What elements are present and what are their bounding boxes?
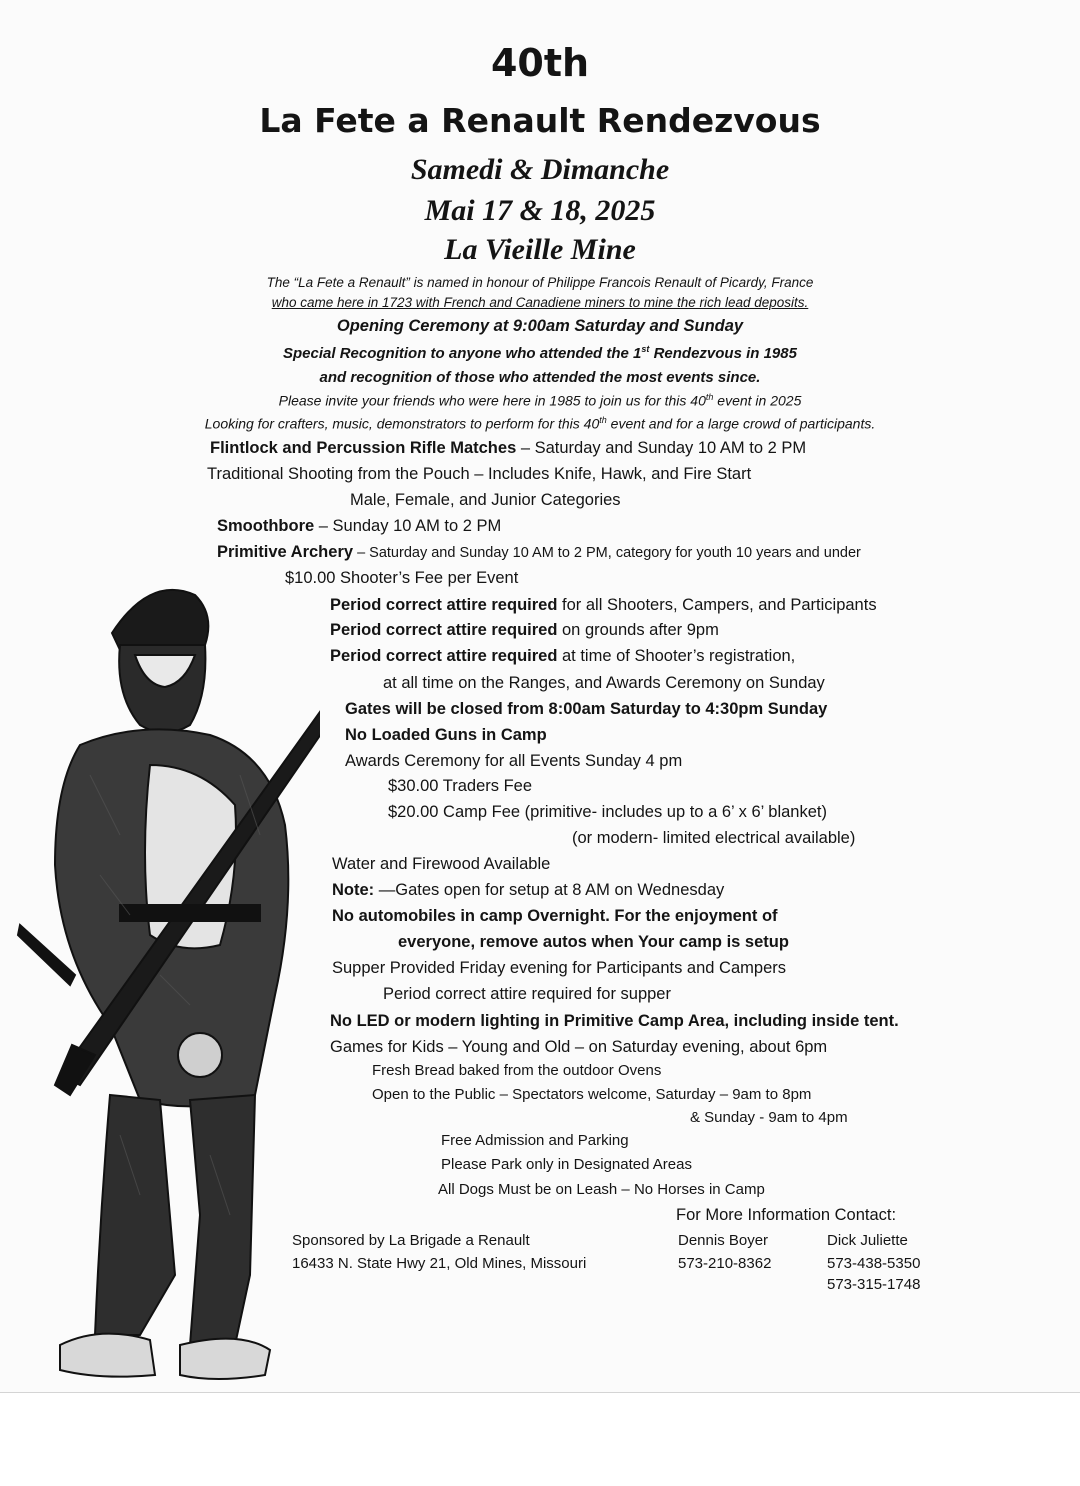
camp-fee: $20.00 Camp Fee (primitive- includes up to a 6’ x 6’ blanket) [388,803,827,821]
special-recognition [0,345,1080,361]
edition-heading: 40th [490,41,590,85]
contact-phone-2b: 573-315-1748 [827,1276,921,1293]
awards-ceremony: Awards Ceremony for all Events Sunday 4 pm [345,752,683,770]
intro-line-2: who came here in 1723 with French and Canadiene miners to mine the rich lead deposits. [271,295,809,310]
invite-sup: th [705,392,714,402]
primitive-archery [217,544,861,561]
setup-note [332,882,724,899]
recognition-text-end: Rendezvous in 1985 [649,345,797,362]
recognition-sup: st [641,344,650,354]
contact-phone-2a: 573-438-5350 [827,1255,921,1272]
smoothbore-detail: – Sunday 10 AM to 2 PM [314,517,502,535]
fresh-bread: Fresh Bread baked from the outdoor Ovens [372,1062,662,1079]
shooting-categories: Male, Female, and Junior Categories [350,491,621,509]
traditional-shooting: Traditional Shooting from the Pouch – Includes Knife, Hawk, and Fire Start [207,465,752,483]
looking-sup: th [599,415,607,425]
games-for-kids: Games for Kids – Young and Old – on Saturday evening, about 6pm [330,1038,828,1056]
page-title: La Fete a Renault Rendezvous [259,101,821,140]
contact-name-1: Dennis Boyer [678,1232,769,1249]
attire-rule-3 [330,648,795,665]
event-dates: Mai 17 & 18, 2025 [424,194,656,227]
sponsor-address: 16433 N. State Hwy 21, Old Mines, Missouri [292,1255,587,1272]
camp-fee-modern: (or modern- limited electrical available) [572,829,856,847]
archery-detail: – Saturday and Sunday 10 AM to 2 PM, category for youth 10 years and under [353,545,861,561]
flintlock-detail: – Saturday and Sunday 10 AM to 2 PM [516,439,807,457]
attire-detail: for all Shooters, Campers, and Participants [557,596,877,614]
event-days: Samedi & Dimanche [410,153,670,186]
flintlock-label: Flintlock and Percussion Rifle Matches [210,439,517,457]
attire-rule-2 [330,622,719,639]
traders-fee: $30.00 Traders Fee [388,777,533,795]
opening-ceremony: Opening Ceremony at 9:00am Saturday and Sunday [336,317,744,335]
open-to-public-sunday: & Sunday - 9am to 4pm [690,1109,848,1126]
shooter-fee: $10.00 Shooter’s Fee per Event [285,569,519,587]
flintlock-matches [210,440,806,457]
recognition-text: Special Recognition to anyone who attended the 1 [283,345,642,362]
supper-attire: Period correct attire required for supper [383,985,671,1003]
attire-detail: on grounds after 9pm [557,621,719,639]
attire-label: Period correct attire required [330,621,558,639]
dogs-on-leash: All Dogs Must be on Leash – No Horses in Camp [438,1181,765,1198]
smoothbore [217,518,501,535]
invite-line [0,393,1080,408]
invite-text-end: event in 2025 [713,392,802,409]
note-detail: —Gates open for setup at 8 AM on Wednesday [374,881,725,899]
intro-line-1: The “La Fete a Renault” is named in honour of Philippe Francois Renault of Picardy, France [266,275,814,290]
attire-label: Period correct attire required [330,647,558,665]
contact-heading: For More Information Contact: [676,1206,897,1224]
no-loaded-guns: No Loaded Guns in Camp [345,726,547,744]
sponsor: Sponsored by La Brigade a Renault [292,1232,530,1249]
recognition-line-2: and recognition of those who attended the most events since. [319,369,761,386]
no-automobiles-cont: everyone, remove autos when Your camp is setup [398,933,789,951]
gates-closed: Gates will be closed from 8:00am Saturday to 4:30pm Sunday [345,700,828,718]
contact-name-2: Dick Juliette [827,1232,908,1249]
attire-rule-3-cont: at all time on the Ranges, and Awards Ceremony on Sunday [383,674,825,692]
free-admission: Free Admission and Parking [441,1132,629,1149]
note-label: Note: [332,881,375,899]
attire-label: Period correct attire required [330,596,558,614]
smoothbore-label: Smoothbore [217,517,315,535]
designated-parking: Please Park only in Designated Areas [441,1156,692,1173]
event-location: La Vieille Mine [444,233,636,266]
looking-text: Looking for crafters, music, demonstrators to perform for this 40 [204,415,600,432]
page-bottom-edge [0,1392,1080,1486]
looking-text-end: event and for a large crowd of participants. [606,415,876,432]
supper-provided: Supper Provided Friday evening for Participants and Campers [332,959,786,977]
no-led-lighting: No LED or modern lighting in Primitive Camp Area, including inside tent. [330,1012,899,1030]
no-automobiles: No automobiles in camp Overnight. For the enjoyment of [332,907,778,925]
water-firewood: Water and Firewood Available [332,855,551,873]
frontiersman-with-rifle-illustration [0,575,320,1395]
contact-phone-1: 573-210-8362 [678,1255,772,1272]
attire-rule-1 [330,597,877,614]
archery-label: Primitive Archery [217,543,354,561]
attire-detail: at time of Shooter’s registration, [557,647,796,665]
open-to-public: Open to the Public – Spectators welcome, Saturday – 9am to 8pm [372,1086,812,1103]
looking-for-line [0,416,1080,431]
invite-text: Please invite your friends who were here in 1985 to join us for this 40 [278,392,706,409]
